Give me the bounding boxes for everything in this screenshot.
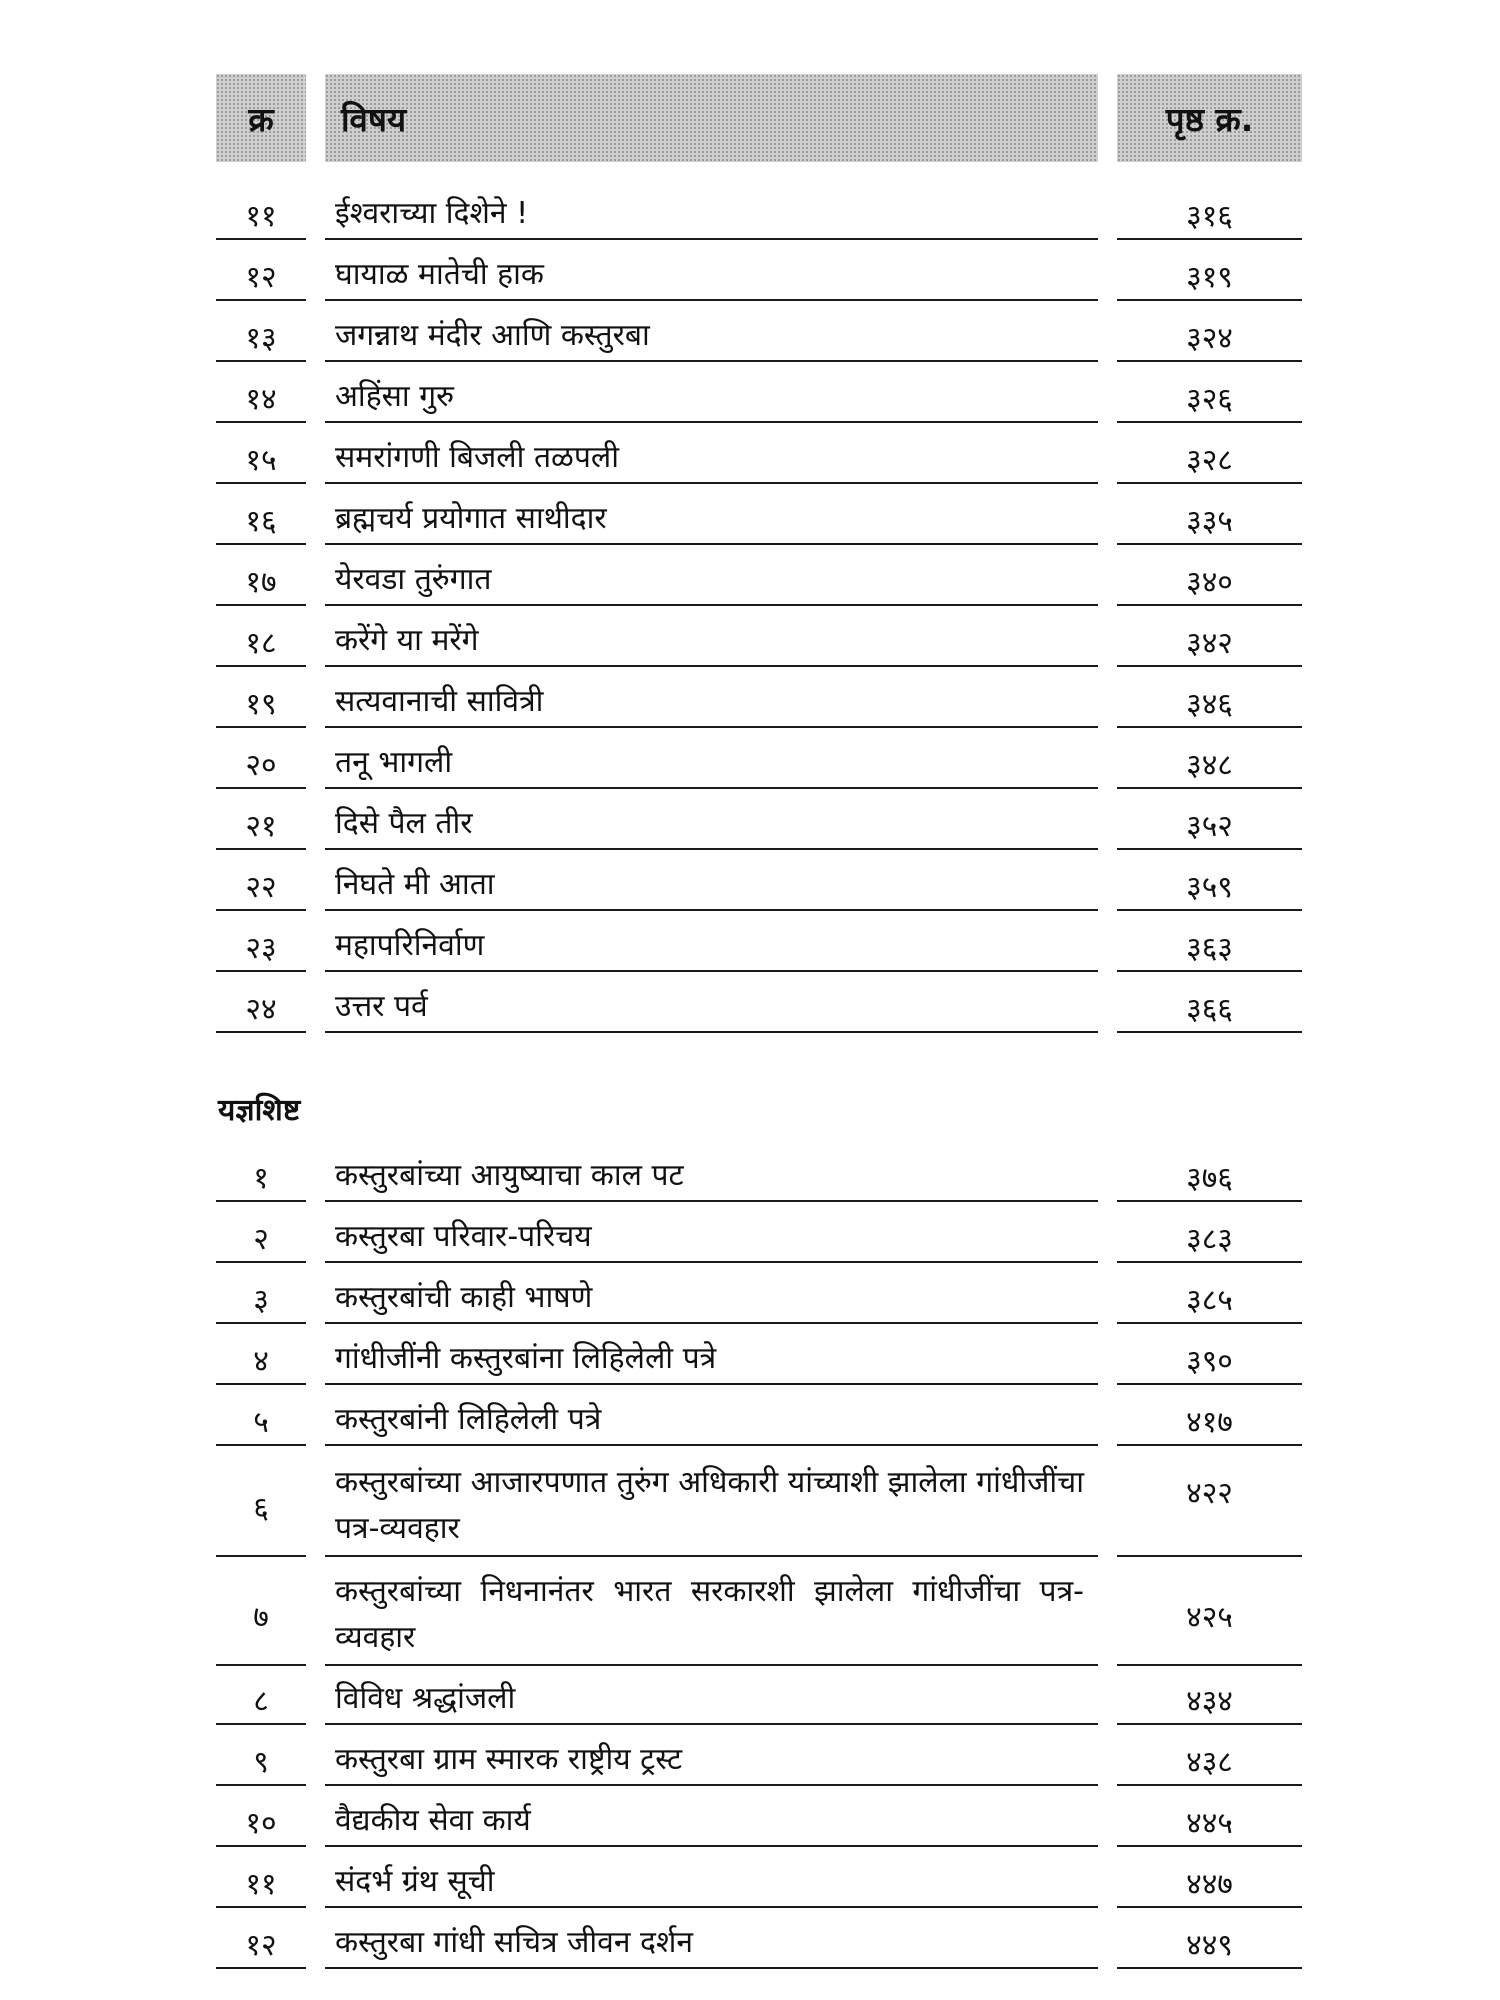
chapter-page: ३५९: [1117, 861, 1302, 911]
chapter-number: २१: [216, 800, 306, 850]
appendix-item-title: कस्तुरबांची काही भाषणे: [325, 1274, 1098, 1324]
appendix-number: ४: [216, 1335, 306, 1385]
appendix-number: ५: [216, 1396, 306, 1446]
appendix-row: [0, 1858, 1500, 1908]
appendix-number: १०: [216, 1797, 306, 1847]
chapter-row: [0, 312, 1500, 362]
appendix-number: ११: [216, 1858, 306, 1908]
appendix-number: ९: [216, 1736, 306, 1786]
chapter-page: ३४२: [1117, 617, 1302, 667]
chapter-page: ३१६: [1117, 190, 1302, 240]
appendix-item-title: गांधीजींनी कस्तुरबांना लिहिलेली पत्रे: [325, 1335, 1098, 1385]
appendix-row: [0, 1919, 1500, 1969]
chapter-page: ३४६: [1117, 678, 1302, 728]
chapter-row: [0, 922, 1500, 972]
appendix-number: १२: [216, 1919, 306, 1969]
chapter-number: १२: [216, 251, 306, 301]
appendix-page: ३८३: [1117, 1213, 1302, 1263]
chapter-title: निघते मी आता: [325, 861, 1098, 911]
chapter-row: [0, 617, 1500, 667]
appendix-page: ३७६: [1117, 1152, 1302, 1202]
chapter-page: ३६३: [1117, 922, 1302, 972]
appendix-page: ४२५: [1117, 1566, 1302, 1666]
appendix-number: २: [216, 1213, 306, 1263]
chapter-title: अहिंसा गुरु: [325, 373, 1098, 423]
chapter-title: जगन्नाथ मंदीर आणि कस्तुरबा: [325, 312, 1098, 362]
chapter-number: २४: [216, 983, 306, 1033]
appendix-page: ४३४: [1117, 1675, 1302, 1725]
chapter-title: ईश्वराच्या दिशेने !: [325, 190, 1098, 240]
chapter-number: १७: [216, 556, 306, 606]
appendix-item-title: कस्तुरबांच्या निधनानंतर भारत सरकारशी झालेला गांधीजींचा पत्र-व्यवहार: [325, 1566, 1098, 1666]
header-number-column: क्र: [216, 74, 306, 162]
chapter-number: १३: [216, 312, 306, 362]
appendix-row: [0, 1736, 1500, 1786]
chapter-number: १८: [216, 617, 306, 667]
chapter-page: ३५२: [1117, 800, 1302, 850]
chapter-title: येरवडा तुरुंगात: [325, 556, 1098, 606]
chapter-row: [0, 861, 1500, 911]
appendix-page: ४४५: [1117, 1797, 1302, 1847]
chapter-title: घायाळ मातेची हाक: [325, 251, 1098, 301]
appendix-number: ६: [216, 1457, 306, 1557]
chapter-title: ब्रह्मचर्य प्रयोगात साथीदार: [325, 495, 1098, 545]
appendix-item-title: कस्तुरबांच्या आयुष्याचा काल पट: [325, 1152, 1098, 1202]
chapter-title: महापरिनिर्वाण: [325, 922, 1098, 972]
chapter-page: ३४८: [1117, 739, 1302, 789]
chapter-row: [0, 373, 1500, 423]
chapter-row: [0, 495, 1500, 545]
chapter-row: [0, 983, 1500, 1033]
chapter-number: १४: [216, 373, 306, 423]
appendix-page: ४४९: [1117, 1919, 1302, 1969]
chapter-page: ३२८: [1117, 434, 1302, 484]
chapter-row: [0, 251, 1500, 301]
chapter-number: १६: [216, 495, 306, 545]
chapter-row: [0, 678, 1500, 728]
chapter-number: ११: [216, 190, 306, 240]
appendix-number: ३: [216, 1274, 306, 1324]
appendix-item-title: कस्तुरबांच्या आजारपणात तुरुंग अधिकारी यांच्याशी झालेला गांधीजींचा पत्र-व्यवहार: [325, 1457, 1098, 1557]
appendix-page: ३९०: [1117, 1335, 1302, 1385]
chapter-number: २२: [216, 861, 306, 911]
header-subject-column: विषय: [325, 74, 1098, 162]
header-page-column: पृष्ठ क्र.: [1117, 74, 1302, 162]
appendix-item-title: कस्तुरबांनी लिहिलेली पत्रे: [325, 1396, 1098, 1446]
appendix-row: [0, 1566, 1500, 1666]
appendix-item-title: कस्तुरबा गांधी सचित्र जीवन दर्शन: [325, 1919, 1098, 1969]
appendix-item-title: कस्तुरबा परिवार-परिचय: [325, 1213, 1098, 1263]
chapter-number: १९: [216, 678, 306, 728]
appendix-page: ४१७: [1117, 1396, 1302, 1446]
chapter-page: ३४०: [1117, 556, 1302, 606]
chapter-number: १५: [216, 434, 306, 484]
chapter-row: [0, 556, 1500, 606]
appendix-row: [0, 1457, 1500, 1557]
appendix-row: [0, 1396, 1500, 1446]
chapter-title: दिसे पैल तीर: [325, 800, 1098, 850]
chapter-title: सत्यवानाची सावित्री: [325, 678, 1098, 728]
appendix-item-title: कस्तुरबा ग्राम स्मारक राष्ट्रीय ट्रस्ट: [325, 1736, 1098, 1786]
chapter-title: तनू भागली: [325, 739, 1098, 789]
appendix-page: ४४७: [1117, 1858, 1302, 1908]
appendix-page: ४२२: [1117, 1457, 1302, 1557]
appendix-page: ४३८: [1117, 1736, 1302, 1786]
chapter-row: [0, 190, 1500, 240]
chapter-title: उत्तर पर्व: [325, 983, 1098, 1033]
appendix-row: [0, 1675, 1500, 1725]
appendix-item-title: विविध श्रद्धांजली: [325, 1675, 1098, 1725]
chapter-number: २३: [216, 922, 306, 972]
appendix-item-title: वैद्यकीय सेवा कार्य: [325, 1797, 1098, 1847]
chapter-title: समरांगणी बिजली तळपली: [325, 434, 1098, 484]
chapter-page: ३२४: [1117, 312, 1302, 362]
appendix-row: [0, 1335, 1500, 1385]
chapter-page: ३१९: [1117, 251, 1302, 301]
chapter-page: ३३५: [1117, 495, 1302, 545]
appendix-title: यज्ञशिष्ट: [218, 1093, 301, 1128]
chapter-title: करेंगे या मरेंगे: [325, 617, 1098, 667]
appendix-number: ८: [216, 1675, 306, 1725]
chapter-row: [0, 800, 1500, 850]
chapter-number: २०: [216, 739, 306, 789]
chapter-row: [0, 739, 1500, 789]
appendix-row: [0, 1152, 1500, 1202]
appendix-number: १: [216, 1152, 306, 1202]
appendix-page: ३८५: [1117, 1274, 1302, 1324]
chapter-row: [0, 434, 1500, 484]
appendix-item-title: संदर्भ ग्रंथ सूची: [325, 1858, 1098, 1908]
chapter-page: ३२६: [1117, 373, 1302, 423]
appendix-number: ७: [216, 1566, 306, 1666]
appendix-row: [0, 1797, 1500, 1847]
chapter-page: ३६६: [1117, 983, 1302, 1033]
appendix-row: [0, 1213, 1500, 1263]
appendix-row: [0, 1274, 1500, 1324]
